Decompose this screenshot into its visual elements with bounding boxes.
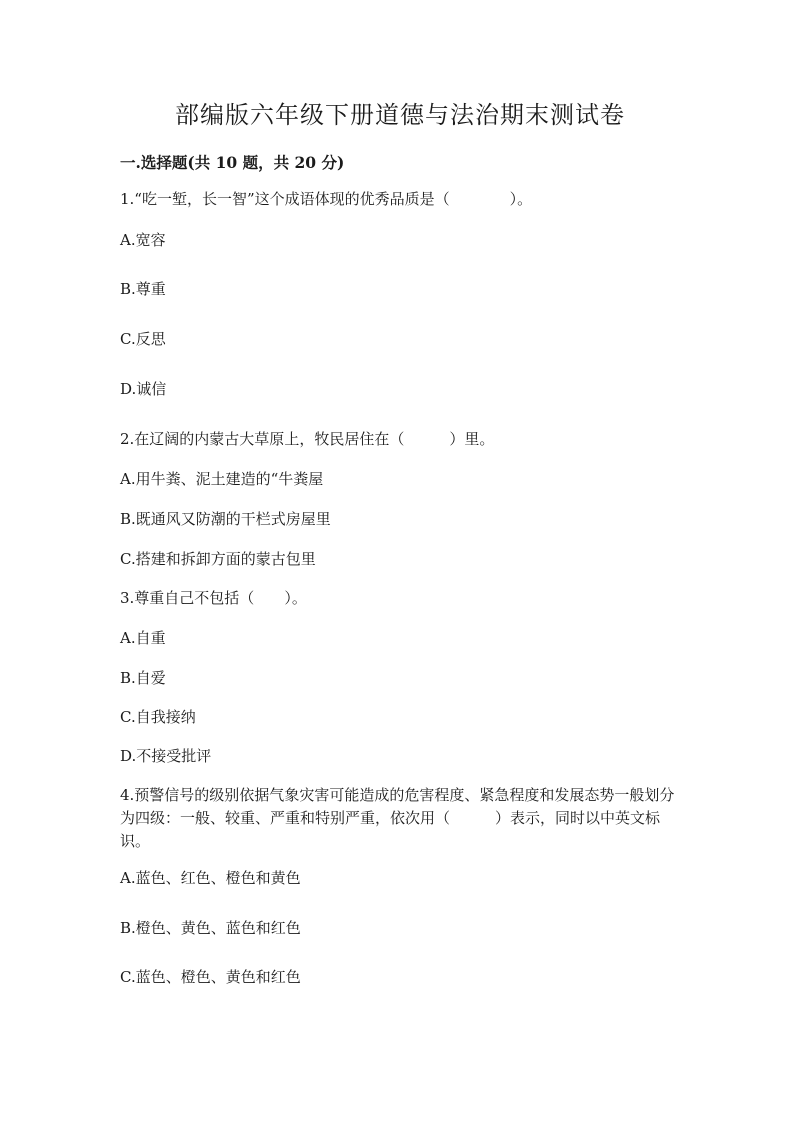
question-2-stem: 2.在辽阔的内蒙古大草原上，牧民居住在（ ）里。 [120, 430, 495, 448]
question-3-stem: 3.尊重自己不包括（ ）。 [120, 589, 307, 607]
question-3-option-d: D.不接受批评 [120, 747, 212, 765]
question-1-stem: 1.“吃一堑，长一智”这个成语体现的优秀品质是（ ）。 [120, 190, 533, 208]
question-1-option-c: C.反思 [120, 330, 166, 348]
question-4-option-b: B.橙色、黄色、蓝色和红色 [120, 919, 301, 937]
question-1-option-d: D.诚信 [120, 380, 167, 398]
question-3-option-a: A.自重 [120, 629, 166, 647]
question-1-option-a: A.宽容 [120, 231, 166, 249]
question-1-option-b: B.尊重 [120, 280, 166, 298]
question-2-option-c: C.搭建和拆卸方面的蒙古包里 [120, 550, 316, 568]
question-2-option-b: B.既通风又防潮的干栏式房屋里 [120, 510, 331, 528]
question-3-option-b: B.自爱 [120, 669, 166, 687]
question-3-option-c: C.自我接纳 [120, 708, 196, 726]
section-heading: 一.选择题(共 10 题，共 20 分) [120, 153, 345, 172]
question-4-option-a: A.蓝色、红色、橙色和黄色 [120, 869, 301, 887]
question-2-option-a: A.用牛粪、泥土建造的“牛粪屋 [120, 470, 324, 488]
page-title: 部编版六年级下册道德与法治期末测试卷 [175, 101, 625, 129]
question-4-option-c: C.蓝色、橙色、黄色和红色 [120, 968, 301, 986]
question-4-stem: 4.预警信号的级别依据气象灾害可能造成的危害程度、紧急程度和发展态势一般划分为四级：一般、较重、严重和特别严重，依次用（ ）表示，同时以中英文标识。 [120, 786, 675, 850]
